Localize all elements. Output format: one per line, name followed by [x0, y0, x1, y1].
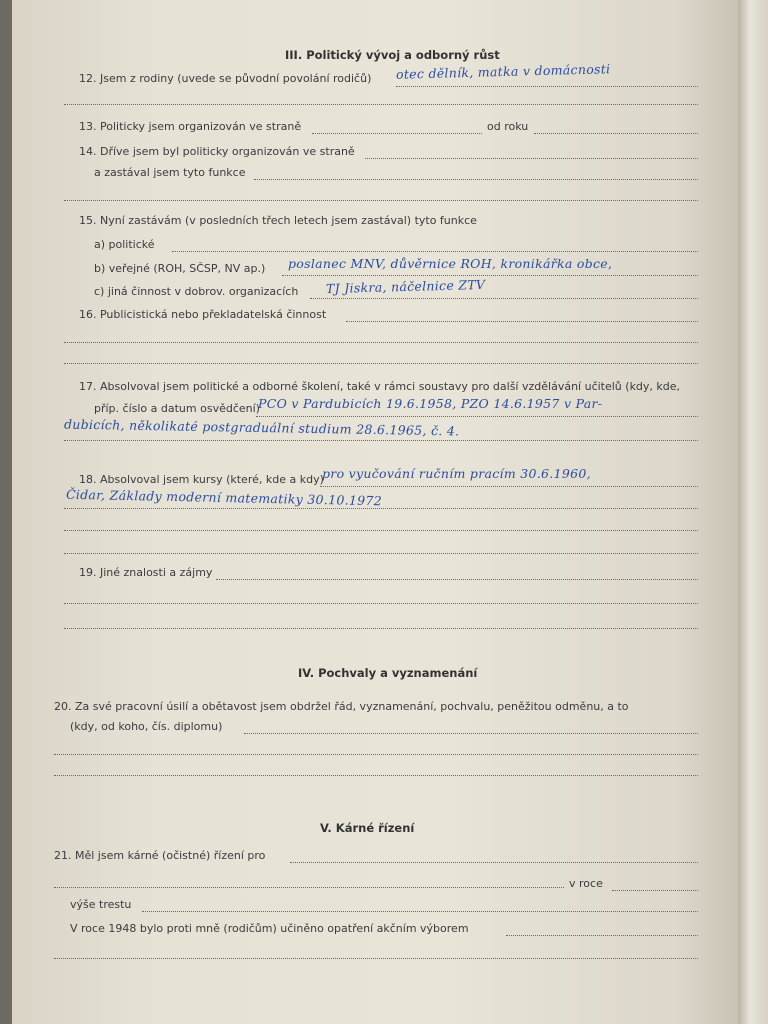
field-21-line[interactable]: [290, 862, 698, 863]
field-19-line-2[interactable]: [64, 603, 698, 604]
field-15-label: 15. Nyní zastávám (v posledních třech letech jsem zastával) tyto funkce: [79, 214, 477, 227]
field-14-line-2: [64, 200, 698, 201]
field-21-year-label: v roce: [569, 877, 603, 890]
field-18-line-3[interactable]: [64, 530, 698, 531]
field-12-line: [396, 86, 698, 87]
field-15b-line: [282, 275, 698, 276]
field-13-since-line[interactable]: [534, 133, 698, 134]
form-page: [12, 0, 738, 1024]
field-21-year-line[interactable]: [612, 890, 698, 891]
field-15c-answer[interactable]: TJ Jiskra, náčelnice ZTV: [325, 276, 486, 297]
field-20-label: 20. Za své pracovní úsilí a obětavost jsem obdržel řád, vyznamenání, pochvalu, peněžitou odměnu, a to: [54, 700, 629, 713]
field-17-line: [256, 416, 698, 417]
field-21-1948-line[interactable]: [506, 935, 698, 936]
section-5-heading: V. Kárné řízení: [320, 821, 415, 835]
page-edge: [738, 0, 768, 1024]
field-18-line-4[interactable]: [64, 553, 698, 554]
field-19-line-3[interactable]: [64, 628, 698, 629]
field-17-cert-label: příp. číslo a datum osvědčení): [94, 402, 260, 415]
field-14-functions-label: a zastával jsem tyto funkce: [94, 166, 246, 179]
field-20-line[interactable]: [244, 733, 698, 734]
field-15b-label: b) veřejné (ROH, SČSP, NV ap.): [94, 262, 266, 275]
field-17-line-2: [64, 440, 698, 441]
field-13-since-label: od roku: [487, 120, 529, 133]
field-17-answer-2[interactable]: dubicích, několikaté postgraduální studium 28.6.1965, č. 4.: [63, 416, 460, 439]
field-13-line[interactable]: [312, 133, 482, 134]
field-18-label: 18. Absolvoval jsem kursy (které, kde a kdy): [79, 473, 324, 486]
field-12-line-2: [64, 104, 698, 105]
field-13-label: 13. Politicky jsem organizován ve straně: [79, 120, 302, 133]
field-16-line-2[interactable]: [64, 342, 698, 343]
field-17-label: 17. Absolvoval jsem politické a odborné školení, také v rámci soustavy pro další vzdělávání učitelů (kdy, kde,: [79, 380, 681, 393]
field-12-label: 12. Jsem z rodiny (uvede se původní povolání rodičů): [79, 72, 372, 85]
field-21-penalty-label: výše trestu: [70, 898, 132, 911]
field-21-line-2[interactable]: [54, 887, 564, 888]
field-15b-answer[interactable]: poslanec MNV, důvěrnice ROH, kronikářka obce,: [288, 256, 613, 271]
field-16-line-3[interactable]: [64, 363, 698, 364]
field-18-answer-2[interactable]: Čidar, Základy moderní matematiky 30.10.1972: [65, 486, 383, 509]
field-21-line-3[interactable]: [54, 958, 698, 959]
field-20-line-2[interactable]: [54, 754, 698, 755]
field-18-line: [320, 486, 698, 487]
field-15c-line: [310, 298, 698, 299]
field-17-answer-1[interactable]: PCO v Pardubicích 19.6.1958, PZO 14.6.1957 v Par-: [258, 396, 603, 411]
field-18-answer-1[interactable]: pro vyučování ručním pracím 30.6.1960,: [322, 466, 591, 481]
field-15a-line[interactable]: [172, 251, 698, 252]
field-15c-label: c) jiná činnost v dobrov. organizacích: [94, 285, 299, 298]
field-16-line[interactable]: [346, 321, 698, 322]
field-15a-label: a) politické: [94, 238, 155, 251]
field-21-penalty-line[interactable]: [142, 911, 698, 912]
field-12-answer[interactable]: otec dělník, matka v domácnosti: [395, 61, 611, 82]
section-3-heading: III. Politický vývoj a odborný růst: [285, 48, 500, 62]
field-16-label: 16. Publicistická nebo překladatelská činnost: [79, 308, 327, 321]
section-4-heading: IV. Pochvaly a vyznamenání: [298, 666, 478, 680]
field-14-functions-line[interactable]: [254, 179, 698, 180]
field-14-label: 14. Dříve jsem byl politicky organizován ve straně: [79, 145, 355, 158]
field-19-label: 19. Jiné znalosti a zájmy: [79, 566, 213, 579]
field-20-line-3[interactable]: [54, 775, 698, 776]
field-21-1948-label: V roce 1948 bylo proti mně (rodičům) učiněno opatření akčním výborem: [70, 922, 469, 935]
field-14-line[interactable]: [365, 158, 698, 159]
field-20-diploma-label: (kdy, od koho, čís. diplomu): [70, 720, 223, 733]
field-21-label: 21. Měl jsem kárné (očistné) řízení pro: [54, 849, 266, 862]
field-19-line[interactable]: [216, 579, 698, 580]
